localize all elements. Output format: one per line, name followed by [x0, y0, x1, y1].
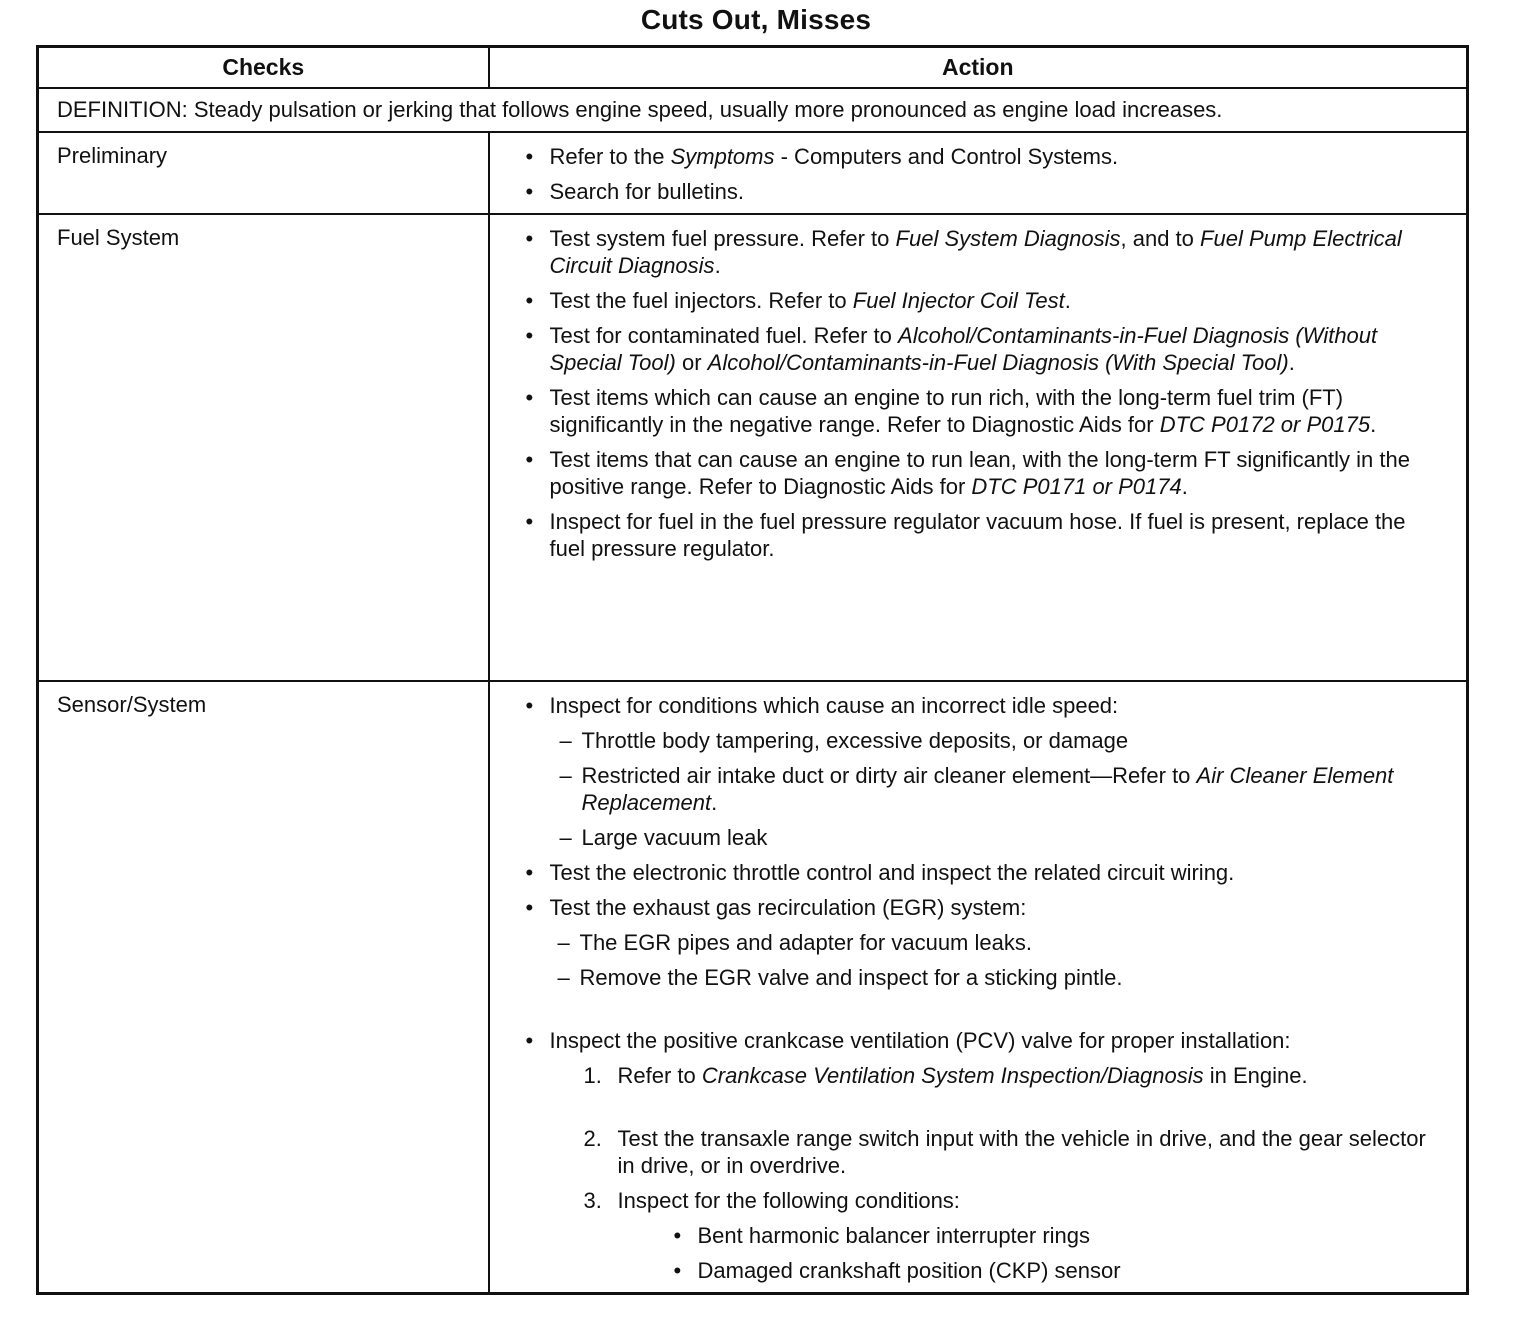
page-title: Cuts Out, Misses: [640, 4, 872, 35]
bullet-marker: •: [673, 1223, 682, 1248]
list-item: • Inspect for conditions which cause an incorrect idle speed: – Throttle body tampering, excessive deposits, or damage – Restricted air intake duct or dirty air cleaner element—Refer to Air Cleaner Element Replacement. – Large vacuum leak: [526, 692, 1437, 851]
bullet-marker: •: [525, 179, 534, 204]
check-sensor-system: Sensor/System: [38, 681, 489, 1294]
bullet-marker: •: [525, 288, 534, 313]
list-item: • Bent harmonic balancer interrupter rings: [673, 1223, 1091, 1248]
number-marker: 3.: [583, 1188, 602, 1213]
list-item: • Test the electronic throttle control and inspect the related circuit wiring.: [525, 860, 1235, 885]
dash-marker: –: [557, 930, 570, 955]
numbered-item: 3. Inspect for the following conditions: • Bent harmonic balancer interrupter rings • Damaged crankshaft position (CKP) sensor: [584, 1187, 1437, 1284]
list-item: • Inspect for fuel in the fuel pressure regulator vacuum hose. If fuel is present, replace the fuel pressure regulator.: [525, 509, 1406, 561]
numbered-item: 2. Test the transaxle range switch input with the vehicle in drive, and the gear selector in drive, or in overdrive.: [583, 1126, 1426, 1178]
table-row: [38, 214, 1468, 681]
sub-list-item: – Restricted air intake duct or dirty air cleaner element—Refer to Air Cleaner Element Replacement.: [559, 763, 1394, 815]
bullet-marker: •: [525, 860, 534, 885]
list-item: • Damaged crankshaft position (CKP) sensor: [673, 1258, 1121, 1283]
dash-marker: –: [559, 825, 572, 850]
list-item: • Test for contaminated fuel. Refer to Alcohol/Contaminants-in-Fuel Diagnosis (Without Special Tool) or Alcohol/Contaminants-in-Fuel Diagnosis (With Special Tool).: [525, 323, 1378, 375]
list-item: • Test the exhaust gas recirculation (EGR) system: – The EGR pipes and adapter for vacuum leaks. – Remove the EGR valve and inspect for a sticking pintle.: [526, 894, 1437, 991]
bullet-marker: •: [525, 323, 534, 348]
numbered-item: 1. Refer to Crankcase Ventilation System Inspection/Diagnosis in Engine.: [583, 1063, 1308, 1088]
sub-list-item: – Large vacuum leak: [559, 825, 768, 850]
sub-list-item: – Remove the EGR valve and inspect for a sticking pintle.: [557, 965, 1123, 990]
header-row: [38, 47, 1468, 89]
checks-header: Checks: [38, 47, 489, 89]
bullet-marker: •: [673, 1258, 682, 1283]
action-cell: [489, 681, 1468, 1294]
bullet-marker: •: [525, 226, 534, 251]
bullet-marker: •: [525, 693, 534, 718]
check-fuel-system: Fuel System: [38, 214, 489, 681]
spacer: [584, 1097, 1437, 1125]
bullet-marker: •: [525, 1028, 534, 1053]
action-cell: [489, 132, 1468, 214]
definition-row: [38, 88, 1468, 132]
bullet-marker: •: [525, 385, 534, 410]
action-cell: [489, 214, 1468, 681]
bullet-marker: •: [525, 895, 534, 920]
spacer: [526, 999, 1437, 1027]
number-marker: 1.: [583, 1063, 602, 1088]
diagnostic-table: [36, 45, 1469, 1295]
dash-marker: –: [559, 728, 572, 753]
dash-marker: –: [559, 763, 572, 788]
list-item: • Refer to the Symptoms - Computers and Control Systems.: [525, 144, 1119, 169]
table-row: [38, 132, 1468, 214]
table-row: [38, 681, 1468, 1294]
bullet-marker: •: [525, 144, 534, 169]
list-item: • Search for bulletins.: [525, 179, 744, 204]
dash-marker: –: [557, 965, 570, 990]
list-item: • Test system fuel pressure. Refer to Fuel System Diagnosis, and to Fuel Pump Electrical Circuit Diagnosis.: [525, 226, 1402, 278]
definition-text: DEFINITION: Steady pulsation or jerking that follows engine speed, usually more pronounced as engine load increases.: [38, 88, 1468, 132]
check-preliminary: Preliminary: [38, 132, 489, 214]
action-header: Action: [489, 47, 1468, 89]
list-item: • Test items that can cause an engine to run lean, with the long-term FT significantly in the positive range. Refer to Diagnostic Aids for DTC P0171 or P0174.: [525, 447, 1410, 499]
sub-list-item: – The EGR pipes and adapter for vacuum leaks.: [557, 930, 1032, 955]
number-marker: 2.: [583, 1126, 602, 1151]
list-item: • Test items which can cause an engine to run rich, with the long-term fuel trim (FT) significantly in the negative range. Refer to Diagnostic Aids for DTC P0172 or P0175.: [525, 385, 1377, 437]
bullet-marker: •: [525, 447, 534, 472]
list-item: • Inspect the positive crankcase ventilation (PCV) valve for proper installation: 1. Refer to Crankcase Ventilation System Inspection/Diagnosis in Engine. 2. Test the transaxle range switch input with the vehicle in drive, and the gear selector in drive, or in overdrive. 3. Inspect for the following conditions: • Bent harmonic balancer interrupter rings • Damaged crankshaft position (CKP) sensor: [526, 1027, 1437, 1284]
list-item: • Test the fuel injectors. Refer to Fuel Injector Coil Test.: [525, 288, 1071, 313]
bullet-marker: •: [525, 509, 534, 534]
sub-list-item: – Throttle body tampering, excessive deposits, or damage: [559, 728, 1129, 753]
